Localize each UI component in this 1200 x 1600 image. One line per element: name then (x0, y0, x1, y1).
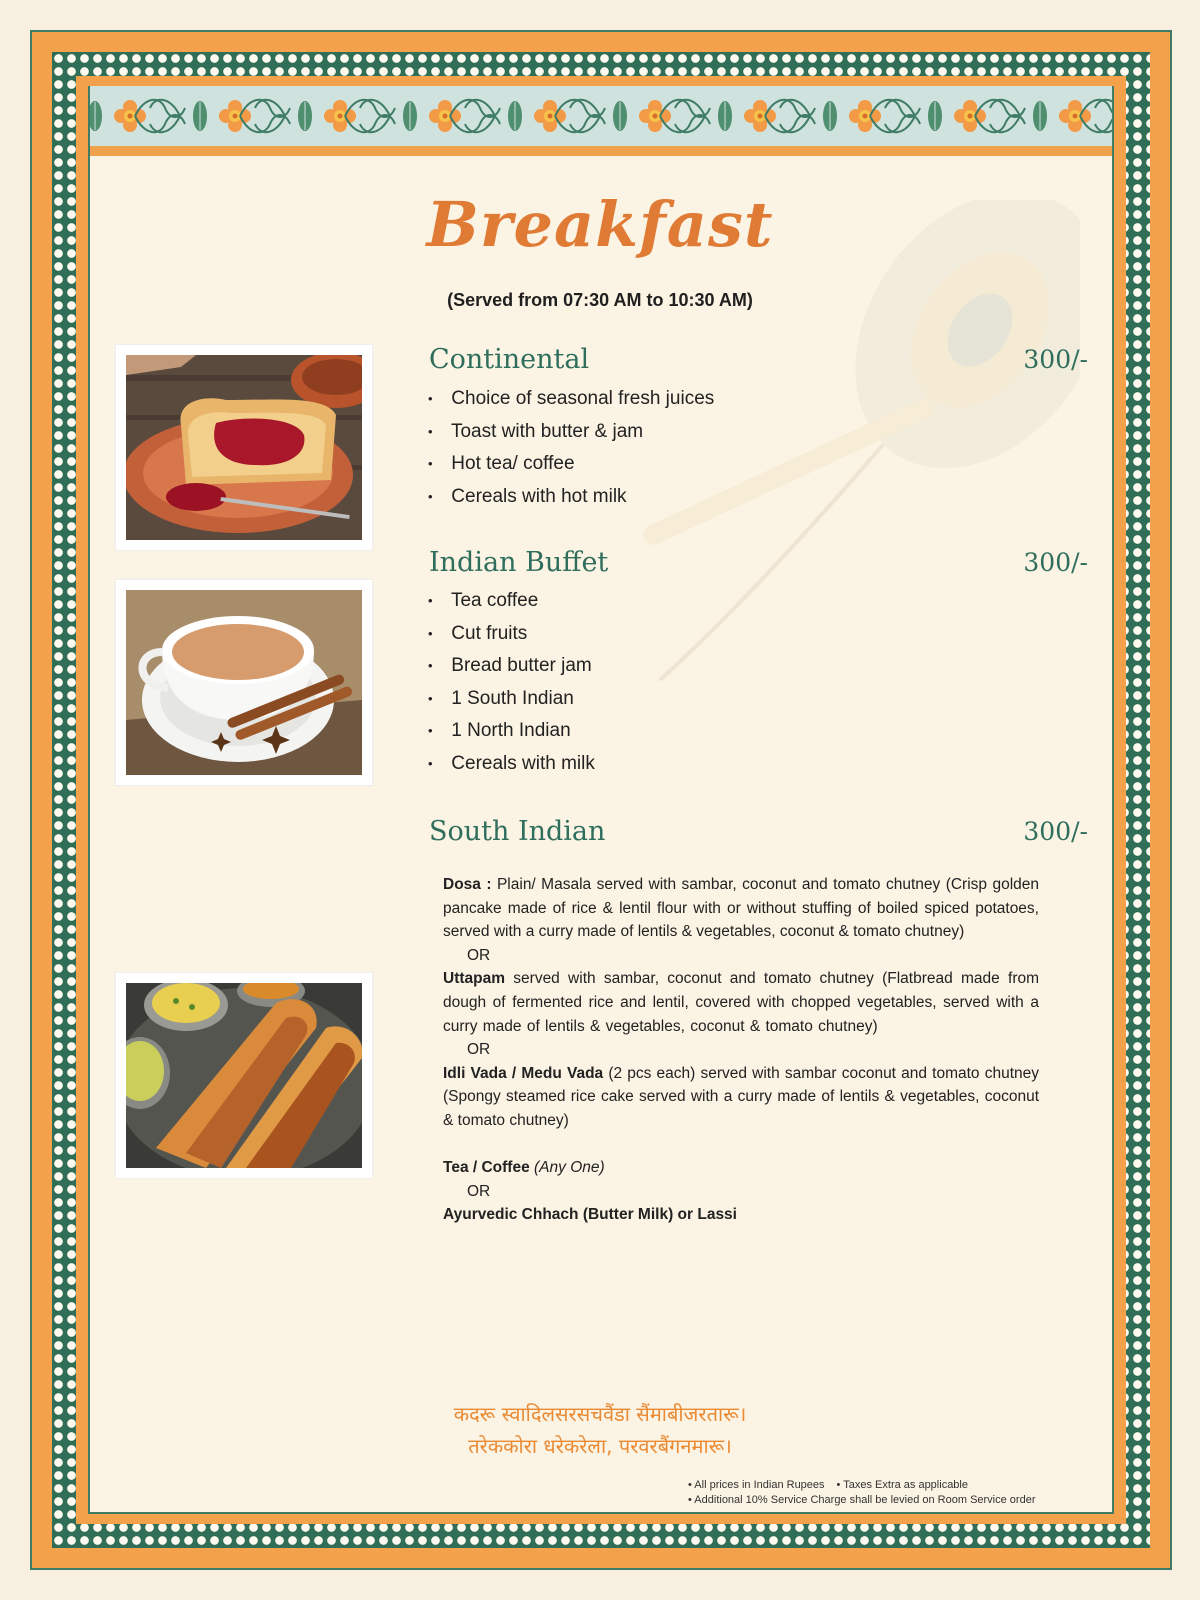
tea-coffee-option: Tea / Coffee (Any One) (443, 1159, 605, 1177)
bullet-dot-icon: • (428, 593, 433, 608)
section-title-continental: Continental (429, 344, 590, 375)
chhach-option: Ayurvedic Chhach (Butter Milk) or Lassi (443, 1206, 737, 1224)
list-item: • Cut fruits (428, 618, 595, 651)
verse-line-1: कदरू स्वादिलसरसचवैंडा सैंमाबीजरतारू। (453, 1402, 747, 1426)
dosa-option: Dosa : Plain/ Masala served with sambar, coconut and tomato chutney (Crisp golden pancake made of rice & lentil flour with or without stuffing of boiled spiced potatoes, served with a curry made of lentils & vegetables, coconut & tomato chutney) (443, 876, 1040, 941)
list-item: • 1 South Indian (428, 683, 595, 716)
bullet-dot-icon: • (428, 723, 433, 738)
idli-vada-option: Idli Vada / Medu Vada (2 pcs each) served with sambar coconut and tomato chutney (Spongy steamed rice cake served with a curry made of lentils & vegetables, coconut & tomato chutney) (443, 1064, 1039, 1129)
verse-line-2: तरेककोरा धरेकरेला, परवरबैंगनमारू। (468, 1434, 732, 1458)
bullet-dot-icon: • (428, 456, 433, 471)
bullet-dot-icon: • (428, 690, 433, 706)
price-indian-buffet: 300/- (1023, 548, 1088, 577)
indian-buffet-photo (116, 580, 372, 785)
list-item: • Bread butter jam (428, 650, 595, 683)
list-item: • Hot tea/ coffee (428, 448, 714, 481)
price-continental: 300/- (1023, 345, 1088, 374)
or-separator: OR (467, 1182, 491, 1200)
bullet-dot-icon: • (428, 423, 433, 439)
list-item: • Tea coffee (428, 585, 595, 618)
tea-cup-image (126, 590, 362, 775)
uttapam-option: Uttapam served with sambar, coconut and tomato chutney (Flatbread made from dough of fermented rice and lentil, covered with chopped vegetables, served with a curry made of lentils & vegetables, coconut & tomato chutney) (443, 970, 1040, 1035)
continental-photo (116, 345, 372, 550)
indian-buffet-items (428, 585, 595, 780)
bullet-dot-icon: • (428, 658, 433, 673)
bullet-dot-icon: • (428, 755, 433, 771)
dosa-image (126, 983, 362, 1168)
list-item: • 1 North Indian (428, 715, 595, 748)
hindi-verse (380, 1398, 820, 1462)
list-item: • Cereals with hot milk (428, 481, 714, 514)
south-indian-description (443, 873, 1039, 1227)
floral-pattern-icon (90, 86, 1112, 146)
list-item: • Cereals with milk (428, 748, 595, 781)
continental-items (428, 383, 714, 513)
bullet-dot-icon: • (428, 625, 433, 641)
section-title-indian-buffet: Indian Buffet (429, 547, 609, 578)
toast-jam-image (126, 355, 362, 540)
note-line-2: • Additional 10% Service Charge shall be levied on Room Service order (688, 1494, 1036, 1506)
south-indian-photo (116, 973, 372, 1178)
top-border-underline (90, 148, 1112, 156)
floral-top-border (90, 86, 1112, 148)
list-item: • Choice of seasonal fresh juices (428, 383, 714, 416)
section-title-south-indian: South Indian (429, 816, 606, 847)
or-separator: OR (467, 1041, 491, 1059)
bullet-dot-icon: • (428, 391, 433, 406)
spacer (443, 1133, 1039, 1157)
footer-notes (688, 1478, 1108, 1508)
note-line-1: • All prices in Indian Rupees • Taxes Extra as applicable (688, 1479, 968, 1491)
page-title: Breakfast (426, 188, 774, 261)
list-item: • Toast with butter & jam (428, 416, 714, 449)
price-south-indian: 300/- (1023, 817, 1088, 846)
served-time: (Served from 07:30 AM to 10:30 AM) (447, 290, 753, 310)
bullet-dot-icon: • (428, 488, 433, 504)
or-separator: OR (467, 946, 491, 964)
